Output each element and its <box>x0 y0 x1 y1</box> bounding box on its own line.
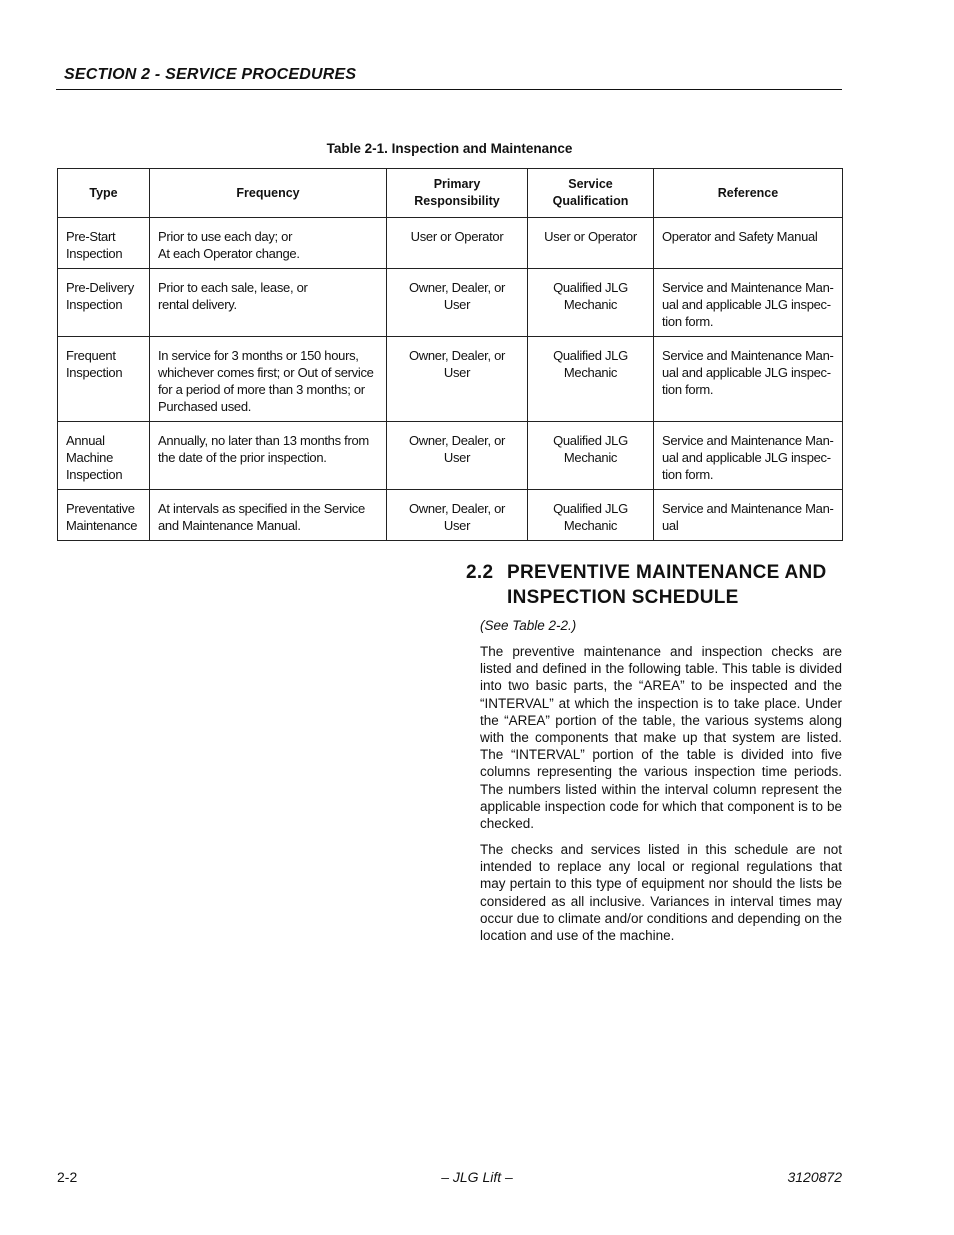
cell-type: Pre-Start Inspection <box>58 218 150 269</box>
cell-type: Preventative Maintenance <box>58 490 150 541</box>
table-row <box>58 422 843 490</box>
cell-frequency: Prior to each sale, lease, or rental delivery. <box>150 269 387 337</box>
cell-primary-responsibility: Owner, Dealer, or User <box>387 337 528 422</box>
header-divider <box>56 89 842 90</box>
table-row <box>58 218 843 269</box>
column-header-primary-responsibility: Primary Responsibility <box>387 169 528 218</box>
cell-type: Pre-Delivery Inspection <box>58 269 150 337</box>
cell-reference: Service and Maintenance Man- ual and applicable JLG inspec- tion form. <box>654 337 843 422</box>
cell-primary-responsibility: Owner, Dealer, or User <box>387 269 528 337</box>
cell-frequency: Prior to use each day; or At each Operator change. <box>150 218 387 269</box>
cell-service-qualification: Qualified JLG Mechanic <box>528 337 654 422</box>
column-header-reference: Reference <box>654 169 843 218</box>
see-table-reference: (See Table 2-2.) <box>480 618 577 633</box>
footer-document-number: 3120872 <box>787 1169 842 1185</box>
footer-page-number: 2-2 <box>57 1169 78 1185</box>
cell-primary-responsibility: Owner, Dealer, or User <box>387 422 528 490</box>
cell-frequency: At intervals as specified in the Service and Maintenance Manual. <box>150 490 387 541</box>
cell-service-qualification: Qualified JLG Mechanic <box>528 490 654 541</box>
cell-frequency: In service for 3 months or 150 hours, whichever comes first; or Out of service for a period of more than 3 months; or Purchased used. <box>150 337 387 422</box>
table-row <box>58 490 843 541</box>
table-row <box>58 269 843 337</box>
cell-primary-responsibility: Owner, Dealer, or User <box>387 490 528 541</box>
table-header-row <box>58 169 843 218</box>
cell-reference: Service and Maintenance Man- ual and applicable JLG inspec- tion form. <box>654 422 843 490</box>
cell-primary-responsibility: User or Operator <box>387 218 528 269</box>
cell-frequency: Annually, no later than 13 months from the date of the prior inspection. <box>150 422 387 490</box>
section-title: PREVENTIVE MAINTENANCE AND INSPECTION SCHEDULE <box>507 562 827 608</box>
cell-service-qualification: Qualified JLG Mechanic <box>528 422 654 490</box>
column-header-type: Type <box>58 169 150 218</box>
table-row <box>58 337 843 422</box>
section-header-title: SECTION 2 - SERVICE PROCEDURES <box>64 66 357 83</box>
cell-type: Frequent Inspection <box>58 337 150 422</box>
section-number: 2.2 <box>466 562 494 583</box>
inspection-maintenance-table <box>57 168 843 541</box>
cell-reference: Service and Maintenance Man- ual <box>654 490 843 541</box>
body-paragraph: The checks and services listed in this schedule are not intended to replace any local or regional regulations that may pertain to this type of equipment nor should the lists be considered as all inclusive. Variances in interval times may occur due to climate and/or conditions and depending on the location and use of the machine. <box>480 842 842 944</box>
cell-reference: Operator and Safety Manual <box>654 218 843 269</box>
column-header-frequency: Frequency <box>150 169 387 218</box>
table-caption: Table 2-1. Inspection and Maintenance <box>326 141 573 156</box>
cell-reference: Service and Maintenance Man- ual and applicable JLG inspec- tion form. <box>654 269 843 337</box>
cell-service-qualification: User or Operator <box>528 218 654 269</box>
footer-publisher: – JLG Lift – <box>441 1169 513 1185</box>
body-paragraph: The preventive maintenance and inspection checks are listed and defined in the following table. This table is divided into two basic parts, the “AREA” to be inspected and the “INTERVAL” at which the inspection is to take place. Under the “AREA” portion of the table, the various systems along with the components that make up that system are listed. The “INTERVAL” portion of the table is divided into five columns representing the various inspection time periods. The numbers listed within the interval column represent the applicable inspection code for which that component is to be checked. <box>480 644 842 832</box>
cell-type: Annual Machine Inspection <box>58 422 150 490</box>
column-header-service-qualification: Service Qualification <box>528 169 654 218</box>
cell-service-qualification: Qualified JLG Mechanic <box>528 269 654 337</box>
